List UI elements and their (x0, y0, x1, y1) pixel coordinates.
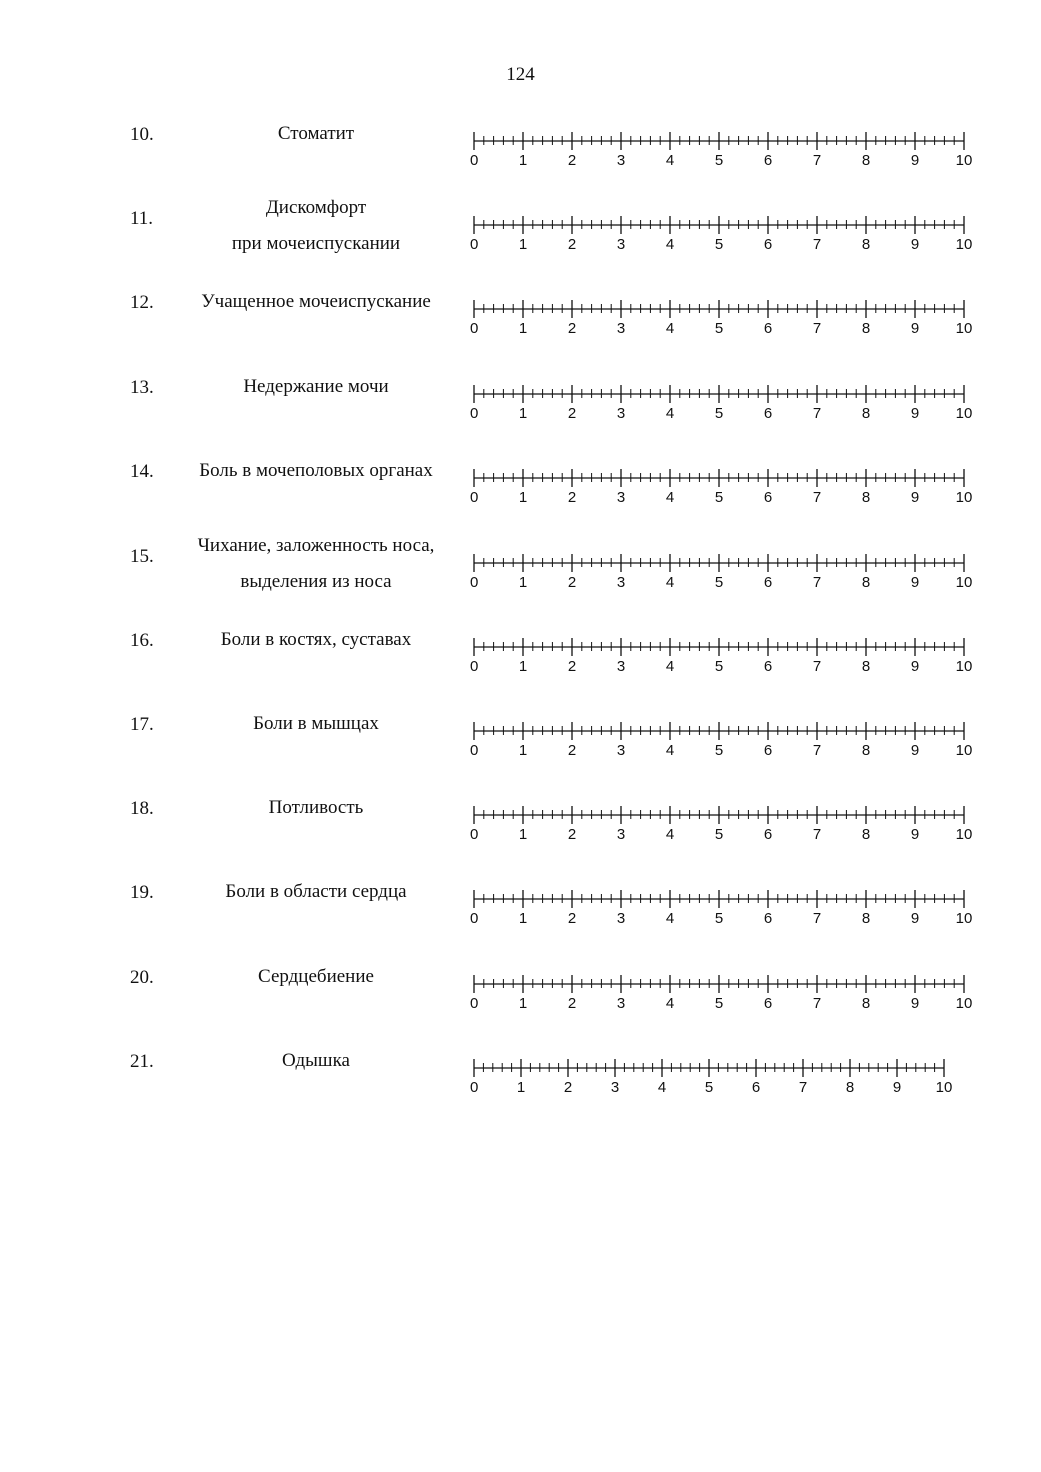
item-number: 10. (130, 124, 154, 145)
item-number: 14. (130, 461, 154, 482)
tick-label: 8 (861, 742, 871, 759)
tick-label: 8 (861, 152, 871, 169)
symptom-label (166, 190, 466, 262)
symptom-label-line: Боли в мышцах (253, 713, 379, 734)
tick-label: 4 (665, 995, 675, 1012)
symptom-label-line: Боли в костях, суставах (220, 629, 412, 650)
tick-label: 2 (567, 826, 577, 843)
tick-label: 9 (910, 742, 920, 759)
tick-label: 1 (518, 658, 528, 675)
tick-label: 3 (616, 742, 626, 759)
tick-label: 9 (910, 320, 920, 337)
tick-label: 3 (616, 658, 626, 675)
tick-label: 7 (812, 995, 822, 1012)
tick-label: 4 (665, 320, 675, 337)
tick-label: 10 (955, 826, 973, 843)
tick-label: 9 (910, 152, 920, 169)
tick-label: 10 (955, 236, 973, 253)
tick-label: 7 (812, 574, 822, 591)
tick-label: 2 (567, 574, 577, 591)
tick-label: 6 (763, 742, 773, 759)
tick-label: 2 (567, 910, 577, 927)
tick-label: 4 (665, 405, 675, 422)
tick-label: 5 (714, 236, 724, 253)
tick-label: 5 (714, 152, 724, 169)
symptom-label-line: выделения из носа (240, 571, 392, 592)
tick-label: 3 (616, 574, 626, 591)
tick-label: 1 (518, 995, 528, 1012)
tick-label: 7 (812, 320, 822, 337)
tick-label: 1 (518, 910, 528, 927)
tick-label: 6 (763, 152, 773, 169)
tick-label: 1 (518, 574, 528, 591)
symptom-label-line: Сердцебиение (258, 966, 374, 987)
tick-label: 6 (763, 826, 773, 843)
tick-label: 5 (714, 574, 724, 591)
tick-label: 6 (763, 320, 773, 337)
symptom-label-line: Дискомфорт (265, 197, 367, 218)
symptom-label (166, 874, 466, 910)
tick-label: 3 (610, 1079, 620, 1096)
tick-label: 2 (567, 405, 577, 422)
tick-label: 3 (616, 236, 626, 253)
tick-label: 5 (714, 320, 724, 337)
tick-label: 5 (714, 405, 724, 422)
symptom-label (166, 369, 466, 405)
tick-label: 9 (910, 826, 920, 843)
item-number: 11. (130, 208, 154, 229)
tick-label: 9 (910, 236, 920, 253)
tick-label: 2 (567, 742, 577, 759)
tick-label: 4 (665, 574, 675, 591)
item-number: 20. (130, 967, 154, 988)
tick-label: 1 (518, 489, 528, 506)
tick-label: 1 (518, 236, 528, 253)
symptom-label-line: Чихание, заложенность носа, (197, 535, 435, 556)
tick-label: 7 (812, 742, 822, 759)
tick-label: 3 (616, 152, 626, 169)
tick-label: 2 (563, 1079, 573, 1096)
item-number: 21. (130, 1051, 154, 1072)
tick-label: 7 (812, 236, 822, 253)
tick-label: 4 (665, 742, 675, 759)
tick-label: 6 (763, 489, 773, 506)
tick-label: 3 (616, 405, 626, 422)
tick-label: 9 (910, 574, 920, 591)
tick-label: 10 (955, 152, 973, 169)
tick-label: 3 (616, 826, 626, 843)
rating-scale[interactable] (462, 630, 992, 678)
symptom-label-line: при мочеиспускании (231, 233, 401, 254)
tick-label: 3 (616, 320, 626, 337)
tick-label: 4 (665, 152, 675, 169)
tick-label: 9 (910, 489, 920, 506)
tick-label: 6 (763, 658, 773, 675)
tick-label: 4 (657, 1079, 667, 1096)
tick-label: 2 (567, 995, 577, 1012)
tick-label: 0 (470, 320, 479, 337)
rating-scale[interactable] (462, 714, 992, 762)
tick-label: 8 (861, 826, 871, 843)
tick-label: 6 (763, 405, 773, 422)
tick-label: 5 (714, 489, 724, 506)
tick-label: 0 (470, 826, 479, 843)
tick-label: 4 (665, 910, 675, 927)
tick-label: 9 (892, 1079, 902, 1096)
rating-scale[interactable] (462, 461, 992, 509)
tick-label: 2 (567, 658, 577, 675)
tick-label: 8 (861, 995, 871, 1012)
tick-label: 7 (812, 405, 822, 422)
symptom-label (166, 116, 466, 152)
symptom-label (166, 284, 466, 320)
tick-label: 0 (470, 236, 479, 253)
tick-label: 1 (518, 152, 528, 169)
tick-label: 7 (812, 826, 822, 843)
tick-label: 1 (518, 405, 528, 422)
tick-label: 7 (812, 152, 822, 169)
tick-label: 0 (470, 658, 479, 675)
tick-label: 4 (665, 236, 675, 253)
rating-scale[interactable] (462, 377, 992, 425)
rating-scale[interactable] (462, 882, 992, 930)
symptom-label (166, 1043, 466, 1079)
symptom-label-line: Боли в области сердца (225, 881, 407, 902)
tick-label: 1 (516, 1079, 526, 1096)
tick-label: 3 (616, 910, 626, 927)
item-number: 13. (130, 377, 154, 398)
tick-label: 2 (567, 236, 577, 253)
item-number: 18. (130, 798, 154, 819)
tick-label: 6 (751, 1079, 761, 1096)
item-number: 19. (130, 882, 154, 903)
tick-label: 4 (665, 489, 675, 506)
rating-scale[interactable] (462, 1051, 992, 1099)
tick-label: 8 (861, 489, 871, 506)
tick-label: 10 (955, 405, 973, 422)
tick-label: 5 (714, 742, 724, 759)
rating-scale[interactable] (462, 124, 992, 172)
tick-label: 5 (704, 1079, 714, 1096)
symptom-label-line: Потливость (268, 797, 364, 818)
tick-label: 10 (955, 489, 973, 506)
tick-label: 10 (955, 995, 973, 1012)
tick-label: 8 (861, 658, 871, 675)
page-number: 124 (506, 64, 535, 85)
tick-label: 2 (567, 152, 577, 169)
tick-label: 9 (910, 910, 920, 927)
rating-scale[interactable] (462, 546, 992, 594)
tick-label: 4 (665, 658, 675, 675)
tick-label: 0 (470, 574, 479, 591)
item-number: 17. (130, 714, 154, 735)
tick-label: 6 (763, 910, 773, 927)
tick-label: 6 (763, 236, 773, 253)
symptom-label-line: Недержание мочи (243, 376, 389, 397)
tick-label: 8 (861, 405, 871, 422)
symptom-label (166, 622, 466, 658)
tick-label: 5 (714, 995, 724, 1012)
symptom-label (166, 959, 466, 995)
tick-label: 7 (812, 910, 822, 927)
item-number: 12. (130, 292, 154, 313)
tick-label: 2 (567, 320, 577, 337)
tick-label: 0 (470, 405, 479, 422)
symptom-label-line: Одышка (282, 1050, 350, 1071)
tick-label: 3 (616, 995, 626, 1012)
tick-label: 7 (812, 658, 822, 675)
item-number: 16. (130, 630, 154, 651)
tick-label: 8 (861, 910, 871, 927)
tick-label: 9 (910, 995, 920, 1012)
tick-label: 8 (861, 574, 871, 591)
tick-label: 6 (763, 574, 773, 591)
tick-label: 0 (470, 1079, 479, 1096)
tick-label: 10 (955, 658, 973, 675)
tick-label: 9 (910, 405, 920, 422)
tick-label: 8 (861, 236, 871, 253)
tick-label: 3 (616, 489, 626, 506)
tick-label: 1 (518, 742, 528, 759)
tick-label: 8 (845, 1079, 855, 1096)
tick-label: 9 (910, 658, 920, 675)
tick-label: 7 (812, 489, 822, 506)
rating-scale[interactable] (462, 292, 992, 340)
symptom-label (166, 706, 466, 742)
tick-label: 10 (935, 1079, 953, 1096)
tick-label: 10 (955, 574, 973, 591)
tick-label: 0 (470, 489, 479, 506)
tick-label: 0 (470, 910, 479, 927)
symptom-label (166, 528, 466, 600)
tick-label: 5 (714, 826, 724, 843)
tick-label: 6 (763, 995, 773, 1012)
rating-scale[interactable] (462, 967, 992, 1015)
tick-label: 5 (714, 658, 724, 675)
tick-label: 5 (714, 910, 724, 927)
tick-label: 2 (567, 489, 577, 506)
tick-label: 1 (518, 320, 528, 337)
tick-label: 10 (955, 910, 973, 927)
tick-label: 0 (470, 995, 479, 1012)
tick-label: 8 (861, 320, 871, 337)
tick-label: 7 (798, 1079, 808, 1096)
symptom-label (166, 453, 466, 489)
symptom-label (166, 790, 466, 826)
tick-label: 4 (665, 826, 675, 843)
tick-label: 0 (470, 152, 479, 169)
symptom-label-line: Стоматит (277, 123, 355, 144)
rating-scale[interactable] (462, 798, 992, 846)
tick-label: 1 (518, 826, 528, 843)
tick-label: 10 (955, 320, 973, 337)
symptom-label-line: Учащенное мочеиспускание (201, 291, 431, 312)
symptom-label-line: Боль в мочеполовых органах (199, 460, 433, 481)
item-number: 15. (130, 546, 154, 567)
tick-label: 10 (955, 742, 973, 759)
rating-scale[interactable] (462, 208, 992, 256)
tick-label: 0 (470, 742, 479, 759)
